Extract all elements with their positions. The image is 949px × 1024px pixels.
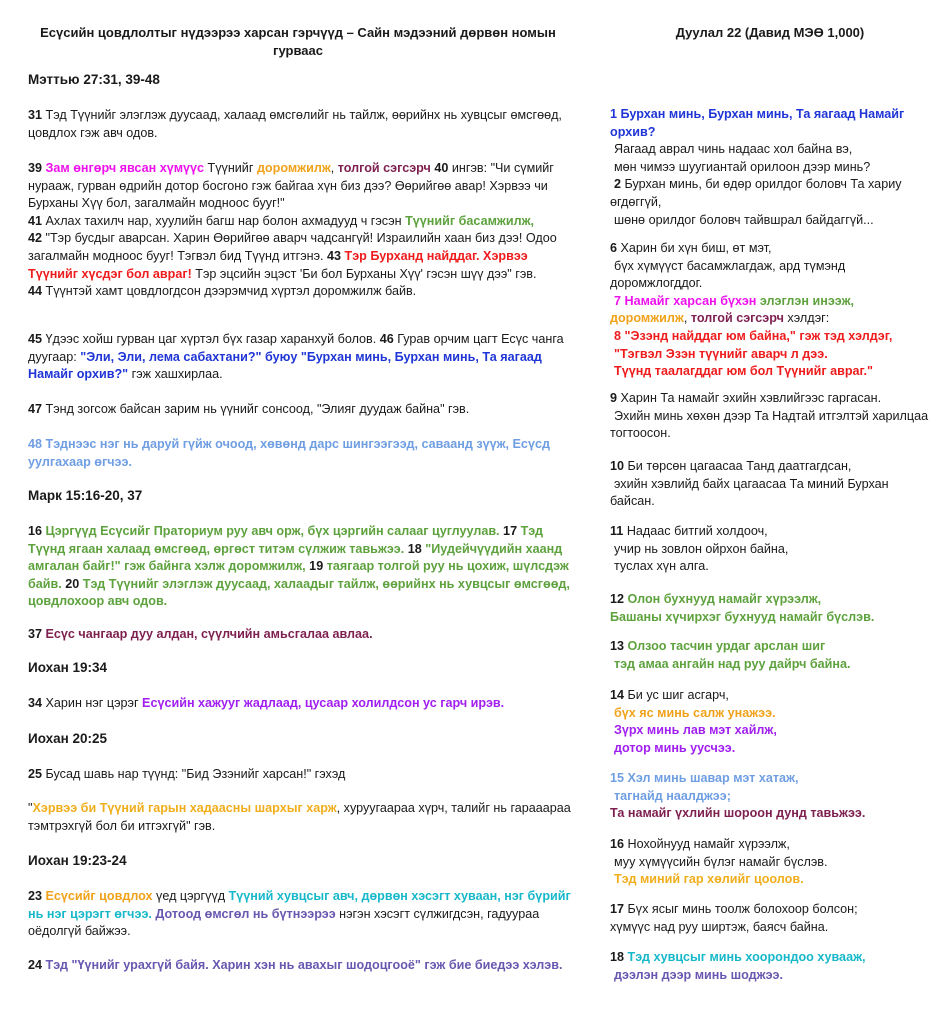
verse-number: 18: [610, 950, 625, 964]
verse-text: Би ус шиг асгарч,: [624, 688, 729, 702]
verse-highlight: Есүс чангаар дуу алдан, сүүлчийн амьсгалаа авлаа.: [42, 627, 373, 641]
verse-number: 43: [323, 248, 342, 263]
verse-text: Үдээс хойш гурван цаг хүртэл бүх газар харанхуй болов.: [42, 332, 377, 346]
verse-highlight: Олзоо тасчин урдаг арслан шиг: [624, 639, 826, 653]
verse-number: 48: [28, 437, 43, 451]
verse-text: Бусад шавь нар түүнд: "Бид Эзэнийг харсан!" гэхэд: [42, 767, 346, 781]
psalm-verse-16: [610, 836, 932, 889]
verse-number: 10: [610, 459, 625, 473]
verse-number: 41: [28, 213, 43, 228]
verse-highlight: доромжилж: [610, 311, 684, 326]
verse-text: ,: [683, 311, 691, 326]
verse-highlight: бүх яс минь салж унажээ.: [614, 705, 776, 720]
verse-text: Харин нэг цэрэг: [42, 696, 143, 710]
verse-highlight: Зам өнгөрч явсан хүмүүс: [42, 161, 205, 175]
verse-number: 39: [28, 161, 43, 175]
verse-number: 16: [28, 524, 43, 538]
verse-highlight: Түүнд таалагддаг юм бол Түүнийг авраг.": [614, 364, 873, 379]
verse-highlight: Тэд Түүнийг элэглэж дуусаад, халаадыг тайлж, өөрийнх нь хувцсыг өмсгөөд, цовдлохоор авч одов.: [28, 576, 570, 609]
verse-text: "Тэр бусдыг аварсан. Харин Өөрийгөө аварч чадсангүй! Израилийн хаан биз дээ! Одоо загалмайн модноос бууг! Тэгвэл бид Түүнд итгэнэ.: [28, 231, 557, 263]
psalm-verse-6-8: [610, 240, 932, 381]
verse-number: 34: [28, 696, 43, 710]
verse-number: 23: [28, 889, 43, 903]
verse-text: хэлдэг:: [783, 311, 830, 326]
verse-text: Би төрсөн цагаасаа Танд даатгагдсан,: [624, 459, 852, 473]
verse-text: Тэд Түүнийг элэглэж дуусаад, халаад өмсгөлийг нь тайлж, өөрийнх нь хувцсыг өмсгөөд, цовдлох гэж авч одов.: [28, 108, 562, 140]
section-heading-john-19-23: Иохан 19:23-24: [28, 853, 127, 868]
verse-text: Харин Та намайг эхийн хэвлийгээс гаргасан.: [617, 391, 882, 405]
verse-text: гэж хашхирлаа.: [128, 367, 223, 382]
verse-number: 37: [28, 627, 43, 641]
verse-text: Эхийн минь хөхөн дээр Та Надтай итгэлтэй харилцаа тогтоосон.: [610, 408, 929, 441]
verse-text: бүх хүмүүст басамжлагдаж, ард түмэнд доромжлогддог.: [610, 258, 846, 291]
verse-text: Түүнтэй хамт цовдлогдсон дээрэмчид хүртэл доромжилж байв.: [42, 284, 417, 299]
verse-mark-16-20: [28, 523, 580, 611]
verse-matthew-48: [28, 436, 580, 471]
verse-highlight: Цэргүүд Есүсийг Праториум руу авч орж, бүх цэргийн салааг цуглуулав.: [42, 524, 500, 538]
verse-highlight: дээлэн дээр минь шоджээ.: [614, 967, 784, 982]
verse-number: 13: [610, 639, 625, 653]
psalm-verse-11: [610, 523, 932, 576]
psalm-verse-13: [610, 638, 932, 673]
verse-number: 25: [28, 767, 43, 781]
verse-highlight: Тэднээс нэг нь даруй гүйж очоод, хөвөнд дарс шингээгээд, саваанд зүүж, Есүсд уулгахаар өгчээ.: [28, 437, 550, 469]
verse-text: Надаас битгий холдооч,: [623, 524, 768, 538]
verse-highlight: Тэд "Үүнийг урахгүй байя. Харин хэн нь авахыг шодоцгооё" гэж бие биедээ хэлэв.: [42, 958, 563, 972]
verse-highlight: таягаар толгой руу нь цохиж, шүлсдэж байв.: [28, 559, 569, 591]
verse-text: Нохойнууд намайг хүрээлж,: [624, 837, 790, 851]
verse-text: ,: [330, 161, 338, 175]
verse-highlight: Та намайг үхлийн шороон дунд тавьжээ.: [610, 806, 866, 821]
verse-number: 46: [376, 332, 394, 346]
verse-highlight: толгой сэгсэрч: [690, 311, 784, 326]
section-heading-mark: Марк 15:16-20, 37: [28, 488, 143, 503]
verse-highlight: Тэр Бурханд найддаг. Хэрвээ Түүнийг хүсдэг бол авраг!: [28, 248, 528, 281]
verse-text: Харин би хүн биш, өт мэт,: [617, 241, 772, 255]
verse-number: 45: [28, 332, 43, 346]
verse-text: Тэр эцсийн эцэст 'Би бол Бурханы Хүү' гэсэн шүү дээ" гэв.: [191, 266, 537, 281]
verse-number: 31: [28, 108, 43, 122]
verse-text: туслах хүн алга.: [614, 559, 709, 574]
verse-number: 20: [61, 576, 80, 591]
verse-highlight: Түүний хувцсыг авч, дөрвөн хэсэгт хуваан, нэг бүрийг нь нэг цэрэгт өгчээ.: [28, 889, 571, 921]
verse-number: 16: [610, 837, 625, 851]
verse-text: нэгэн хэсэгт сүлжигдсэн, гадуураа оёдолгүй байжээ.: [28, 906, 540, 939]
verse-text: Яагаад аврал чинь надаас хол байна вэ,: [614, 142, 853, 157]
verse-highlight: Зүрх минь лав мэт хайлж,: [614, 723, 777, 738]
verse-highlight: Тэд хувцсыг минь хоорондоо хувааж,: [624, 950, 866, 964]
verse-text: Бурхан минь, би өдөр орилдог боловч Та хариу өгдөггүй,: [610, 177, 902, 209]
verse-text: Гурав орчим цагт Есүс чанга дуугаар:: [28, 332, 564, 364]
verse-mark-37: [28, 626, 580, 644]
verse-text: Бүх ясыг минь тоолж болохоор болсон;: [624, 902, 858, 916]
verse-number: 42: [28, 231, 43, 246]
verse-highlight: "Эли, Эли, лема сабахтани?" буюу "Бурхан минь, Бурхан минь, Та яагаад Намайг орхив?": [28, 349, 542, 382]
verse-number: 17: [610, 902, 625, 916]
verse-john-25-quote: [28, 800, 580, 835]
verse-number: 47: [28, 402, 43, 416]
verse-highlight: "Тэгвэл Эзэн түүнийг аварч л дээ.: [614, 346, 828, 361]
verse-highlight: Түүнийг басамжилж,: [405, 213, 535, 228]
verse-highlight: элэглэн инээж,: [756, 293, 855, 308]
verse-text: үед цэргүүд: [152, 889, 229, 903]
verse-number: 12: [610, 592, 625, 606]
psalm-verse-18: [610, 949, 932, 984]
verse-highlight: толгой сэгсэрч: [337, 161, 431, 175]
psalm-title: Дуулал 22 (Давид МЭӨ 1,000): [675, 25, 865, 40]
verse-number: 8: [614, 328, 622, 343]
verse-highlight: Намайг харсан бүхэн: [621, 293, 757, 308]
verse-text: эхийн хэвлийд байх цагаасаа Та миний Бурхан байсан.: [610, 476, 889, 509]
verse-number: 2: [614, 177, 622, 192]
verse-highlight: Башаны хүчирхэг бухнууд намайг бүслэв.: [610, 609, 875, 624]
verse-text: , хуруугаараа хүрч, талийг нь гарааараа тэмтрэхгүй бол би итгэхгүй" гэв.: [28, 801, 571, 833]
verse-number: 14: [610, 688, 625, 702]
verse-highlight: "Иудейчүүдийн хаанд амгалан байг!" гэж байнга хэлж доромжилж,: [28, 541, 563, 574]
verse-text: Түүнийг: [204, 161, 257, 175]
psalm-verse-9: [610, 390, 932, 443]
verse-text: мөн чимээ шуугиантай орилоон дээр минь?: [614, 159, 871, 174]
psalm-verse-12: [610, 591, 932, 626]
verse-matthew-47: [28, 401, 580, 419]
verse-highlight: Бурхан минь, Бурхан минь, Та яагаад Намайг орхив?: [610, 107, 905, 139]
verse-matthew-31: [28, 107, 580, 142]
verse-number: 17: [499, 524, 518, 538]
verse-text: шөнө орилдог боловч тайвшрал байдаггүй...: [614, 212, 874, 227]
verse-highlight: Есүсийг цовдлох: [42, 889, 153, 903]
verse-john-25: [28, 766, 580, 784]
psalm-verse-14: [610, 687, 932, 757]
psalm-verse-1-2: [610, 106, 932, 229]
psalm-verse-17: [610, 901, 932, 936]
section-heading-john-19-34: Иохан 19:34: [28, 660, 108, 675]
verse-highlight: Есүсийн хажууг жадлаад, цусаар холилдсон ус гарч ирэв.: [142, 696, 505, 710]
verse-highlight: "Эзэнд найддаг юм байна," гэж тэд хэлдэг,: [621, 328, 893, 343]
section-heading-matthew: Мэттью 27:31, 39-48: [28, 72, 160, 87]
verse-text: ингэв: "Чи сүмийг нурааж, гурван өдрийн дотор босгоно гэж байгаа хүн биз дээ? Өөрийгөө авар! Хэрвээ чи Бурханы Хүү бол, загалмайн модноос бууг!": [28, 161, 554, 211]
verse-number: 24: [28, 958, 43, 972]
verse-number: 19: [305, 559, 324, 574]
psalm-verse-15: [610, 770, 932, 823]
verse-number: 1: [610, 107, 618, 121]
page-title: Есүсийн цовдлолтыг нүдээрээ харсан гэрчүүд – Сайн мэдээний дөрвөн номын гурваас: [40, 25, 556, 58]
verse-number: 18: [404, 541, 422, 556]
verse-john-23: [28, 888, 580, 941]
verse-number: 9: [610, 391, 618, 405]
verse-highlight: Дотоод өмсгөл нь бүтнээрээ: [151, 906, 336, 921]
verse-highlight: Олон бухнууд намайг хүрээлж,: [624, 592, 822, 606]
verse-matthew-39-48: [28, 160, 580, 301]
verse-john-24: [28, 957, 580, 975]
verse-text: муу хүмүүсийн бүлэг намайг бүслэв.: [614, 854, 828, 869]
verse-highlight: тэд амаа ангайн над руу дайрч байна.: [614, 656, 851, 671]
verse-number: 40: [430, 161, 449, 175]
verse-highlight: доромжилж: [256, 161, 331, 175]
section-heading-john-20-25: Иохан 20:25: [28, 731, 108, 746]
verse-number: 11: [610, 524, 624, 538]
verse-john-34: [28, 695, 580, 713]
verse-highlight: тагнайд наалджээ;: [614, 788, 731, 803]
verse-number: 15: [610, 771, 625, 785]
verse-highlight: Хэрвээ би Түүний гарын хадаасны шархыг харж: [32, 801, 337, 815]
verse-text: ": [28, 801, 33, 815]
verse-matthew-45-46: [28, 331, 580, 384]
verse-number: 7: [614, 293, 622, 308]
verse-number: 6: [610, 241, 618, 255]
verse-highlight: дотор минь уусчээ.: [614, 740, 736, 755]
verse-number: 44: [28, 284, 43, 299]
verse-highlight: Тэд миний гар хөлийг цоолов.: [614, 872, 804, 887]
verse-text: Ахлах тахилч нар, хуулийн багш нар болон ахмадууд ч гэсэн: [42, 213, 406, 228]
verse-highlight: Тэд Түүнд ягаан халаад өмсгөөд, өргөст титэм сүлжиж тавьжээ.: [28, 524, 544, 556]
verse-text: учир нь зовлон ойрхон байна,: [614, 541, 789, 556]
verse-text: Тэнд зогсож байсан зарим нь үүнийг сонсоод, "Элияг дуудаж байна" гэв.: [42, 402, 470, 416]
verse-text: хүмүүс над руу ширтэж, баясч байна.: [610, 919, 829, 934]
psalm-verse-10: [610, 458, 932, 511]
verse-highlight: Хэл минь шавар мэт хатаж,: [624, 771, 799, 785]
